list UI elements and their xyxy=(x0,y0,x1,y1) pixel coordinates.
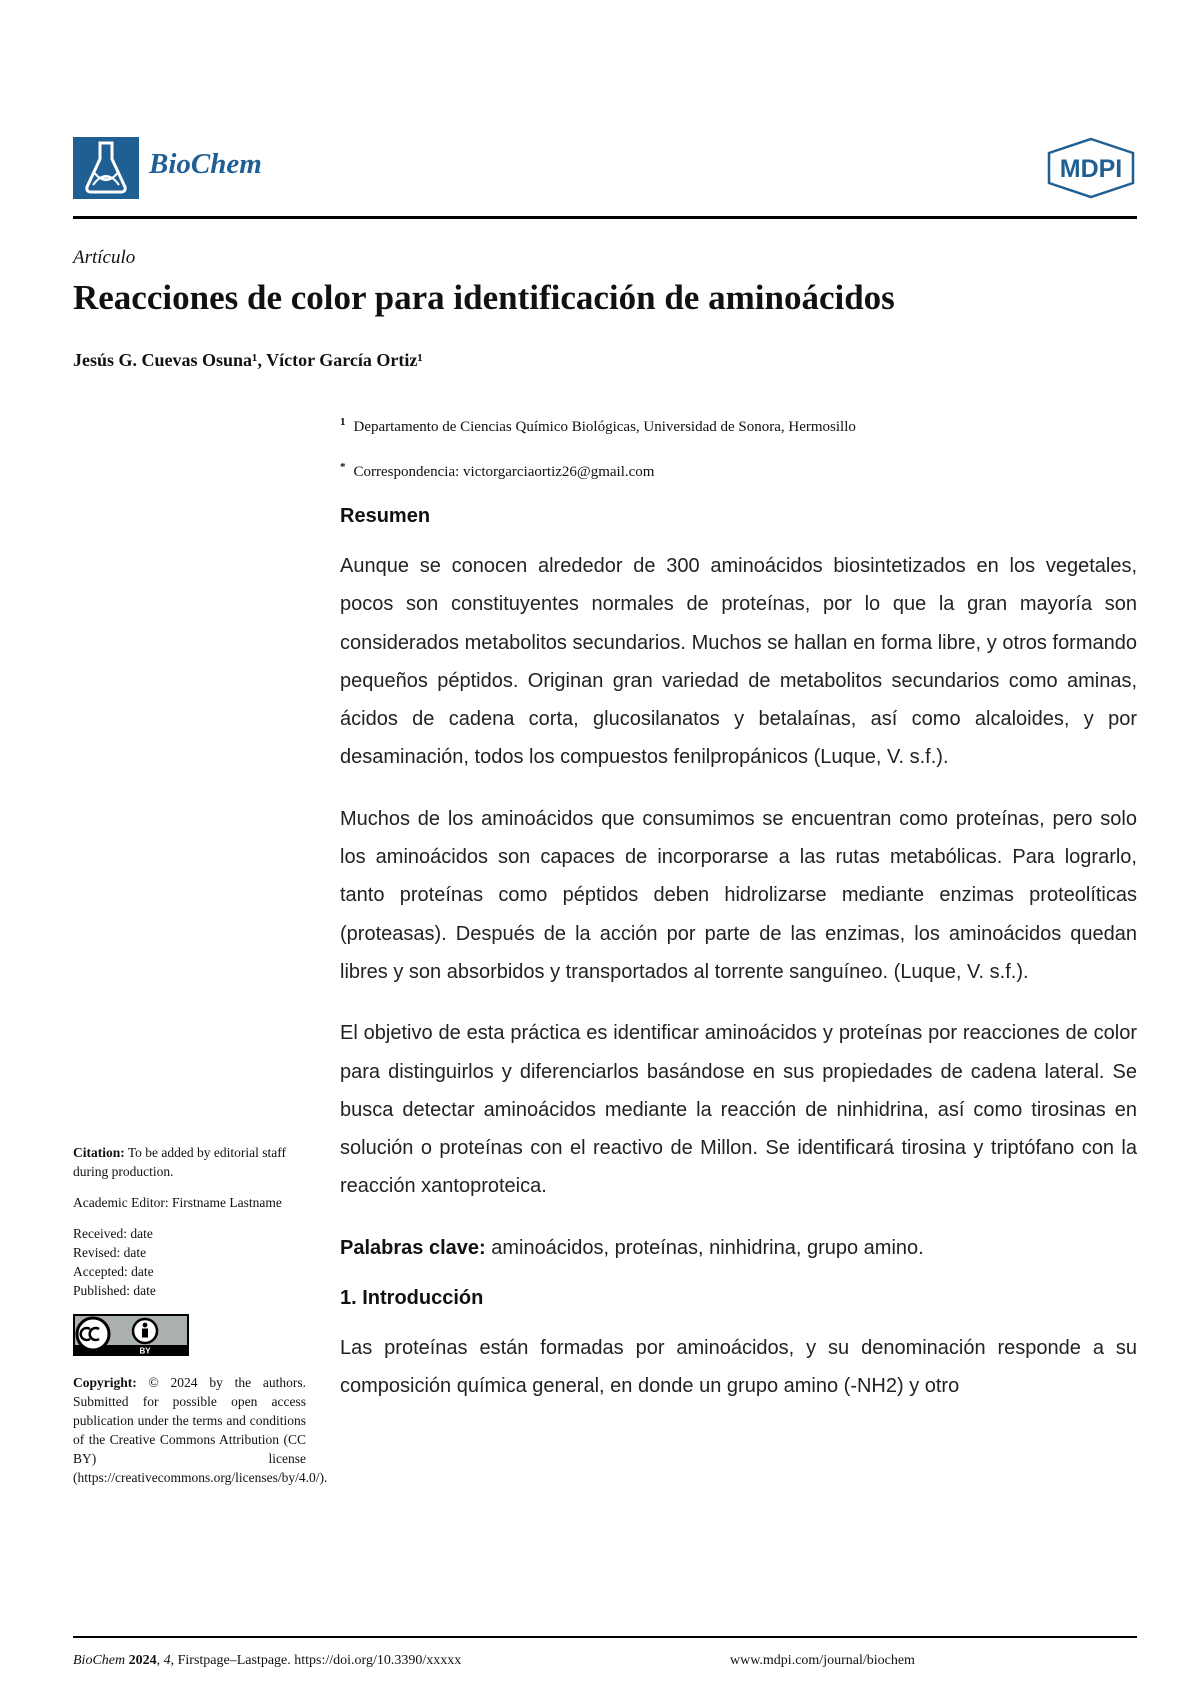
copyright-label: Copyright: xyxy=(73,1375,137,1390)
journal-logo xyxy=(73,137,139,199)
main-column xyxy=(340,505,1137,1428)
accepted-date: Accepted: date xyxy=(73,1264,154,1279)
revised-date: Revised: date xyxy=(73,1245,147,1260)
section-heading-introduction: 1. Introducción xyxy=(340,1286,484,1309)
footer-year: 2024 xyxy=(128,1653,157,1668)
academic-editor: Academic Editor: Firstname Lastname xyxy=(73,1195,282,1210)
keywords-list: aminoácidos, proteínas, ninhidrina, grupo amino. xyxy=(485,1236,924,1259)
article-sidebar xyxy=(73,1143,328,1499)
footer-divider xyxy=(73,1636,1137,1638)
affiliation-marker: * xyxy=(340,461,346,473)
footer-citation: BioChem 2024, 4, Firstpage–Lastpage. https://doi.org/10.3390/xxxxx xyxy=(73,1653,462,1668)
mdpi-hexagon-icon xyxy=(1045,137,1137,199)
affiliation-marker: 1 xyxy=(340,416,346,428)
abstract-heading: Resumen xyxy=(340,505,431,527)
footer-volume: 4 xyxy=(163,1653,171,1668)
keywords-label: Palabras clave: xyxy=(340,1236,486,1259)
correspondence xyxy=(340,461,654,481)
abstract-paragraph-3: El objetivo de esta práctica es identificar aminoácidos y proteínas por reacciones de color para distinguirlos y diferenciarlos basándose en sus propiedades de cadena lateral. Se busca detectar aminoácidos mediante la reacción de ninhidrina, así como tirosinas en solución o proteínas con el reactivo de Millon. Se identificará tirosina y triptófano con la reacción xantoproteica. xyxy=(340,1022,1137,1198)
article-type: Artículo xyxy=(73,247,136,268)
article-title: Reacciones de color para identificación de aminoácidos xyxy=(73,278,895,317)
mdpi-logo xyxy=(1045,137,1137,199)
affiliation-1 xyxy=(340,416,856,436)
cc-by-icon[interactable] xyxy=(73,1314,189,1356)
affiliation-text: Departamento de Ciencias Químico Biológicas, Universidad de Sonora, Hermosillo xyxy=(353,419,856,435)
abstract-paragraph-1: Aunque se conocen alrededor de 300 aminoácidos biosintetizados en los vegetales, pocos son constituyentes normales de proteínas, por lo que la gran mayoría son considerados metabolitos secundarios. Muchos se hallan en forma libre, y otros formando pequeños péptidos. Originan gran variedad de metabolitos secundarios como aminas, ácidos de cadena corta, glucosilanatos y betalaínas, así como alcaloides, y por desaminación, todos los compuestos fenilpropánicos (Luque, V. s.f.). xyxy=(340,555,1137,769)
citation-text: To be added by editorial staff during production. xyxy=(73,1145,287,1179)
published-date: Published: date xyxy=(73,1283,156,1298)
footer-website[interactable]: www.mdpi.com/journal/biochem xyxy=(730,1653,915,1668)
received-date: Received: date xyxy=(73,1226,153,1241)
svg-text:BY: BY xyxy=(139,1346,151,1356)
article-dates xyxy=(73,1224,306,1300)
correspondence-text: Correspondencia: victorgarciaortiz26@gmail.com xyxy=(353,464,655,480)
flask-dna-icon xyxy=(73,137,139,199)
footer-journal: BioChem xyxy=(73,1653,126,1668)
keywords xyxy=(340,1229,1137,1267)
author-list: Jesús G. Cuevas Osuna¹, Víctor García Ortiz¹ xyxy=(73,350,423,370)
header-divider xyxy=(73,216,1137,219)
footer-pages-doi[interactable]: , Firstpage–Lastpage. https://doi.org/10.3390/xxxxx xyxy=(170,1653,462,1668)
introduction-paragraph: Las proteínas están formadas por aminoácidos, y su denominación responde a su composición química general, en donde un grupo amino (-NH2) y otro xyxy=(340,1336,1137,1398)
citation-label: Citation: xyxy=(73,1145,125,1160)
abstract-paragraph-2: Muchos de los aminoácidos que consumimos se encuentran como proteínas, pero solo los aminoácidos son capaces de incorporarse a las rutas metabólicas. Para lograrlo, tanto proteínas como péptidos deben hidrolizarse mediante enzimas proteolíticas (proteasas). Después de la acción por parte de las enzimas, los aminoácidos quedan libres y son absorbidos y transportados al torrente sanguíneo. (Luque, V. s.f.). xyxy=(340,807,1137,983)
copyright-text: © 2024 by the authors. Submitted for possible open access publication under the terms and conditions of the Creative Commons Attribution (CC BY) license (https://creativecommons.org/licenses/by/4.0/). xyxy=(73,1375,328,1485)
copyright-notice xyxy=(73,1373,328,1487)
publisher-name: MDPI xyxy=(1059,155,1123,183)
journal-name: BioChem xyxy=(149,148,262,180)
citation-note xyxy=(73,1143,306,1181)
